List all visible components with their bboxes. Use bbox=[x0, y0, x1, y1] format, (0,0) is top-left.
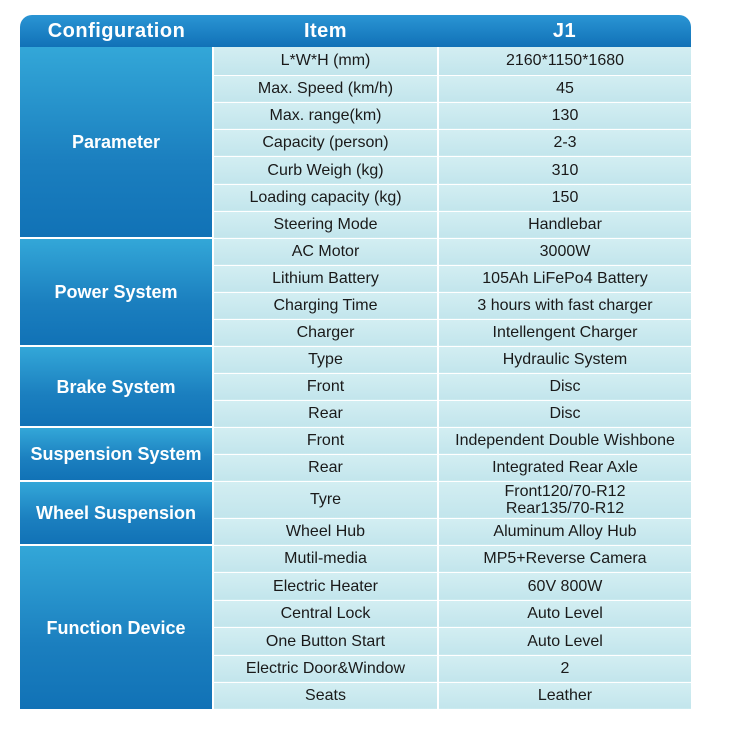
value-line: Front120/70-R12 bbox=[504, 482, 626, 500]
item-cell: L*W*H (mm) bbox=[213, 47, 438, 75]
header-item: Item bbox=[213, 15, 438, 47]
item-cell: Front bbox=[213, 427, 438, 454]
item-cell: Central Lock bbox=[213, 600, 438, 627]
item-cell: Charging Time bbox=[213, 292, 438, 319]
item-cell: Rear bbox=[213, 400, 438, 427]
value-cell: Integrated Rear Axle bbox=[438, 454, 691, 481]
value-cell: Hydraulic System bbox=[438, 346, 691, 373]
table-row bbox=[20, 427, 691, 454]
table-row bbox=[20, 47, 691, 75]
value-line: Rear135/70-R12 bbox=[505, 499, 625, 517]
item-cell: Max. Speed (km/h) bbox=[213, 75, 438, 102]
value-cell: 105Ah LiFePo4 Battery bbox=[438, 265, 691, 292]
table-row bbox=[20, 346, 691, 373]
value-cell: 130 bbox=[438, 102, 691, 129]
item-cell: Rear bbox=[213, 454, 438, 481]
item-cell: Seats bbox=[213, 682, 438, 709]
value-cell: Leather bbox=[438, 682, 691, 709]
item-cell: Electric Heater bbox=[213, 572, 438, 600]
value-cell: Handlebar bbox=[438, 211, 691, 238]
table-row bbox=[20, 481, 691, 518]
item-cell: AC Motor bbox=[213, 238, 438, 265]
item-cell: Charger bbox=[213, 319, 438, 346]
group-label: Function Device bbox=[20, 545, 213, 709]
value-cell: Intellengent Charger bbox=[438, 319, 691, 346]
table-row bbox=[20, 545, 691, 572]
table-body bbox=[20, 47, 691, 709]
value-cell: 3000W bbox=[438, 238, 691, 265]
item-cell: Type bbox=[213, 346, 438, 373]
value-cell: 310 bbox=[438, 156, 691, 184]
item-cell: Steering Mode bbox=[213, 211, 438, 238]
item-cell: Curb Weigh (kg) bbox=[213, 156, 438, 184]
header-model: J1 bbox=[438, 15, 691, 47]
item-cell: One Button Start bbox=[213, 627, 438, 655]
value-cell: 3 hours with fast charger bbox=[438, 292, 691, 319]
item-cell: Electric Door&Window bbox=[213, 655, 438, 682]
item-cell: Mutil-media bbox=[213, 545, 438, 572]
group-label: Suspension System bbox=[20, 427, 213, 481]
value-cell: MP5+Reverse Camera bbox=[438, 545, 691, 572]
item-cell: Capacity (person) bbox=[213, 129, 438, 156]
item-cell: Max. range(km) bbox=[213, 102, 438, 129]
value-cell bbox=[438, 481, 691, 518]
item-cell: Front bbox=[213, 373, 438, 400]
value-cell: 150 bbox=[438, 184, 691, 211]
value-cell: 2 bbox=[438, 655, 691, 682]
value-cell: Independent Double Wishbone bbox=[438, 427, 691, 454]
header-row bbox=[20, 15, 691, 47]
value-cell: 2160*1150*1680 bbox=[438, 47, 691, 75]
item-cell: Lithium Battery bbox=[213, 265, 438, 292]
value-cell: Aluminum Alloy Hub bbox=[438, 518, 691, 545]
group-label: Parameter bbox=[20, 47, 213, 238]
item-cell: Tyre bbox=[213, 481, 438, 518]
table-row bbox=[20, 238, 691, 265]
group-label: Power System bbox=[20, 238, 213, 346]
item-cell: Loading capacity (kg) bbox=[213, 184, 438, 211]
header-configuration: Configuration bbox=[20, 15, 213, 47]
value-cell: 2-3 bbox=[438, 129, 691, 156]
table-header bbox=[20, 15, 691, 47]
value-cell: Disc bbox=[438, 400, 691, 427]
value-cell: 45 bbox=[438, 75, 691, 102]
value-cell: Disc bbox=[438, 373, 691, 400]
group-label: Wheel Suspension bbox=[20, 481, 213, 545]
specification-table bbox=[20, 15, 691, 709]
value-cell: 60V 800W bbox=[438, 572, 691, 600]
value-cell: Auto Level bbox=[438, 627, 691, 655]
value-cell: Auto Level bbox=[438, 600, 691, 627]
group-label: Brake System bbox=[20, 346, 213, 427]
item-cell: Wheel Hub bbox=[213, 518, 438, 545]
